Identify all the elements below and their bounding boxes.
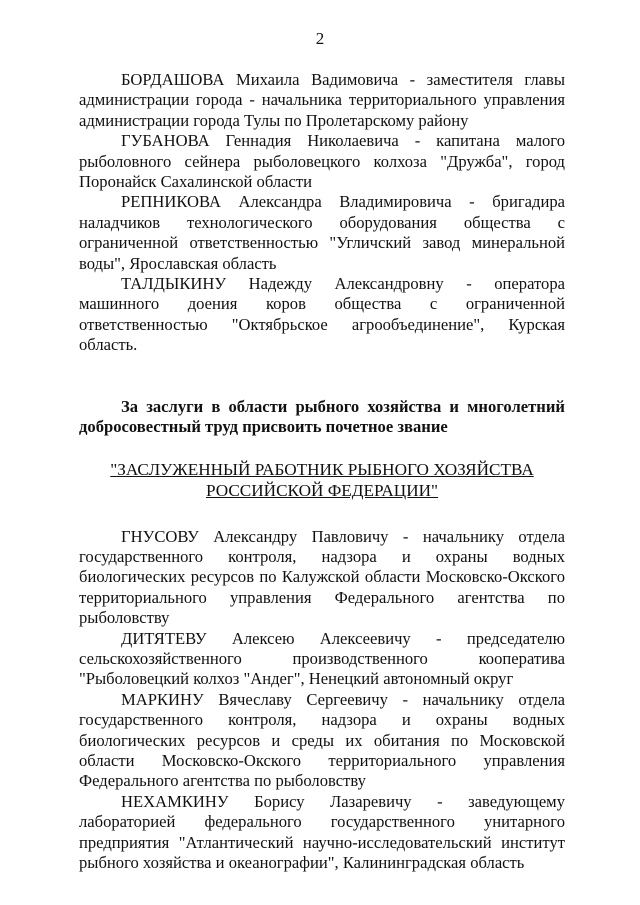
award-entry	[79, 274, 565, 356]
recipient-name: БОРДАШОВА Михаила Вадимовича	[121, 70, 399, 89]
recipient-name: ГУБАНОВА Геннадия Николаевича	[121, 131, 399, 151]
recipient-name: МАРКИНУ Вячеславу Сергеевичу	[121, 689, 388, 709]
section-heading: За заслуги в области рыбного хозяйства и многолетний добросовестный труд присвоить почетное звание	[79, 396, 565, 437]
award-entry	[79, 690, 565, 792]
award-entry	[79, 131, 565, 192]
recipient-name: РЕПНИКОВА Александра Владимировича	[121, 192, 452, 212]
recipient-position: - начальнику отдела государственного контроля, надзора и охраны водных биологических ресурсов по Калужской области Московско-Окского территориального управления Федерального агентства по рыболовству	[79, 526, 565, 628]
recipient-position: - бригадира наладчиков технологического оборудования общества с ограниченной ответственностью "Угличский завод минеральной воды", Ярославская область	[79, 192, 565, 273]
honorary-title-line-2: РОССИЙСКОЙ ФЕДЕРАЦИИ"	[205, 480, 439, 500]
recipient-position: - заместителя главы администрации города - начальника территориального управления администрации города Тулы по Пролетарскому району	[79, 70, 565, 130]
award-entry	[79, 629, 565, 690]
recipient-position: - председателю сельскохозяйственного производственного кооператива "Рыболовецкий колхоз "Андег", Ненецкий автономный округ	[79, 628, 565, 689]
page-number: 2	[315, 29, 325, 48]
award-entry	[79, 70, 565, 131]
recipient-name: НЕХАМКИНУ Борису Лазаревичу	[121, 791, 412, 811]
recipient-position: - капитана малого рыболовного сейнера рыболовецкого колхоза "Дружба", город Поронайск Сахалинской области	[79, 131, 565, 192]
section-spacer	[79, 356, 565, 397]
award-entry	[79, 527, 565, 629]
recipient-position: - начальнику отдела государственного контроля, надзора и охраны водных биологических ресурсов и среды их обитания по Московской области Московско-Окского территориального управления Федерального агентства по рыболовству	[79, 689, 565, 791]
title-spacer	[79, 501, 565, 527]
award-entry	[79, 792, 565, 874]
recipient-name: ТАЛДЫКИНУ Надежду Александровну	[121, 274, 444, 294]
honorary-title-line-1: "ЗАСЛУЖЕННЫЙ РАБОТНИК РЫБНОГО ХОЗЯЙСТВА	[110, 459, 534, 479]
award-entry	[79, 192, 565, 274]
recipient-name: ГНУСОВУ Александру Павловичу	[121, 526, 389, 546]
recipient-position: - заведующему лабораторией федерального государственного унитарного предприятия "Атлантический научно-исследовательский институт рыбного хозяйства и океанографии", Калининградская область	[79, 791, 565, 872]
honorary-title	[79, 459, 565, 501]
recipient-position: - оператора машинного доения коров общества с ограниченной ответственностью "Октябрьское агрообъединение", Курская область.	[79, 274, 566, 355]
recipient-name: ДИТЯТЕВУ Алексею Алексеевичу	[121, 628, 411, 648]
document-body	[79, 70, 565, 873]
